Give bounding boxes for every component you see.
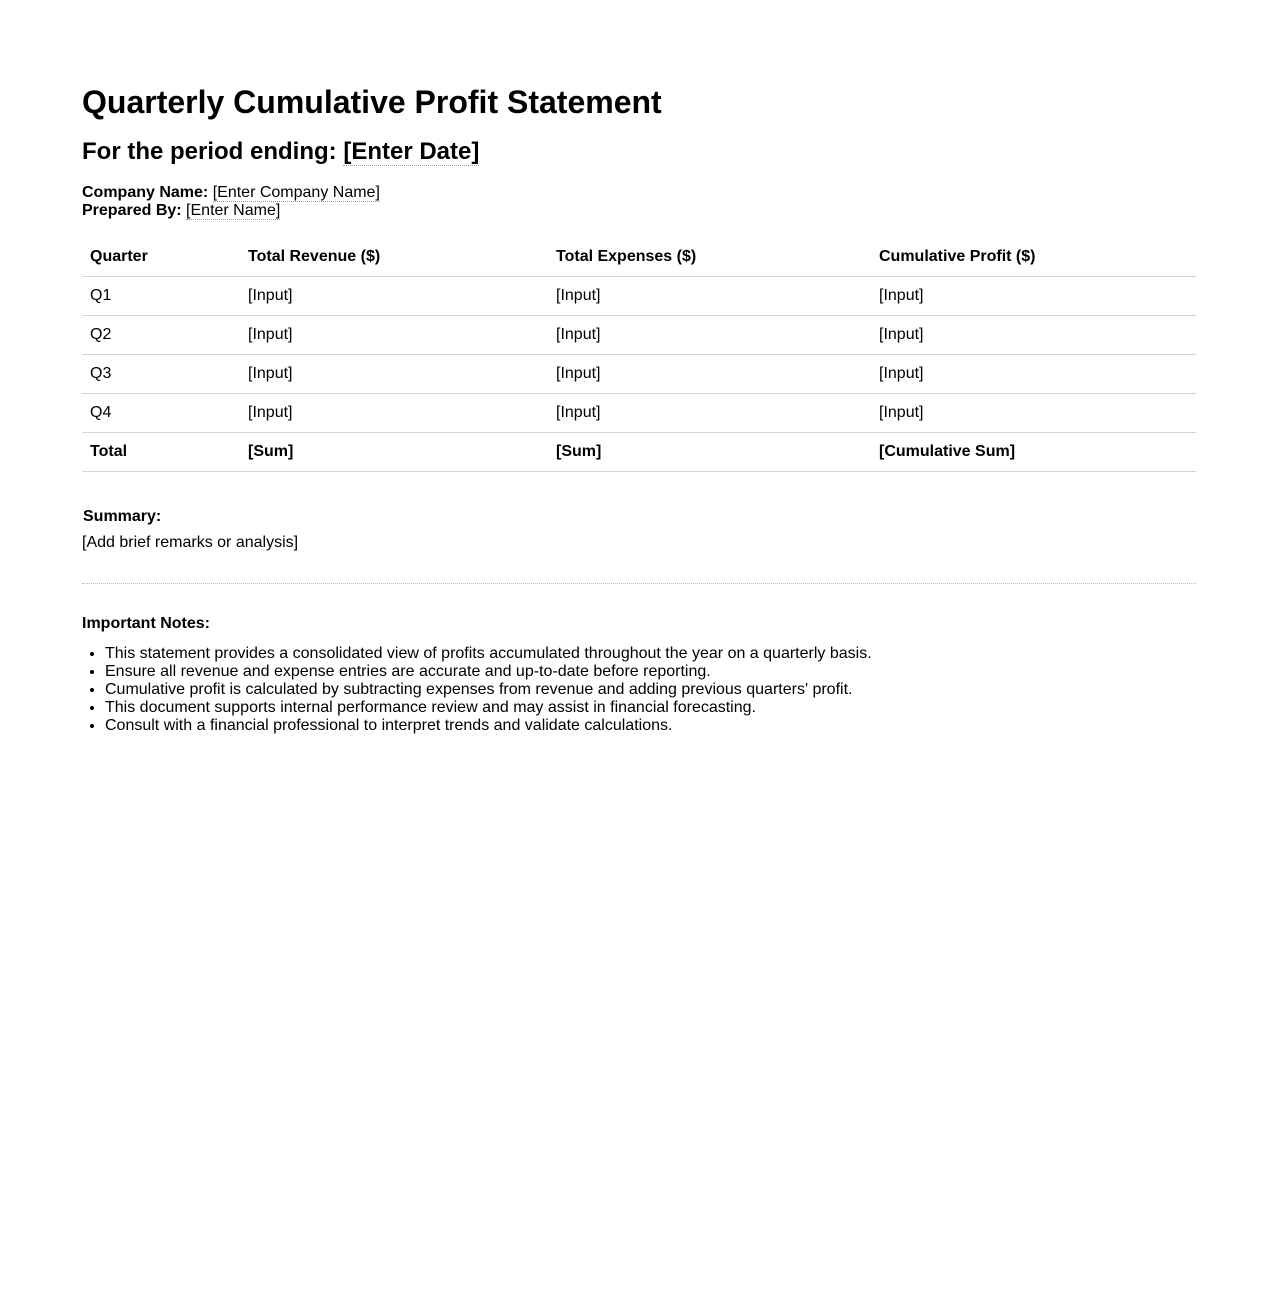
profit-input-cell[interactable]: [Input] (871, 355, 1196, 394)
expenses-input-cell[interactable]: [Input] (548, 355, 871, 394)
total-expenses-cell: [Sum] (548, 433, 871, 472)
quarter-cell: Q1 (82, 277, 240, 316)
section-divider (82, 583, 1196, 584)
expenses-input-cell[interactable]: [Input] (548, 316, 871, 355)
period-label: For the period ending: (82, 138, 344, 165)
list-item: • This statement provides a consolidated view of profits accumulated throughout the year on a quarterly basis. (105, 645, 1195, 663)
summary-field[interactable]: [Add brief remarks or analysis] (82, 534, 299, 551)
company-name-row (82, 184, 380, 202)
header-cumulative-profit: Cumulative Profit ($) (871, 238, 1196, 277)
period-heading (82, 137, 479, 167)
prepared-by-field[interactable]: [Enter Name] (186, 202, 281, 219)
list-item: • Cumulative profit is calculated by subtracting expenses from revenue and adding previous quarters' profit. (105, 681, 1195, 699)
table-row (82, 394, 1196, 433)
header-quarter: Quarter (82, 238, 240, 277)
profit-input-cell[interactable]: [Input] (871, 394, 1196, 433)
table-row (82, 355, 1196, 394)
revenue-input-cell[interactable]: [Input] (240, 394, 548, 433)
quarter-cell: Q2 (82, 316, 240, 355)
list-item: • This document supports internal performance review and may assist in financial forecasting. (105, 699, 1195, 717)
company-name-field[interactable]: [Enter Company Name] (212, 184, 380, 201)
revenue-input-cell[interactable]: [Input] (240, 316, 548, 355)
revenue-input-cell[interactable]: [Input] (240, 355, 548, 394)
total-revenue-cell: [Sum] (240, 433, 548, 472)
quarter-cell: Q4 (82, 394, 240, 433)
table-row (82, 316, 1196, 355)
list-item: • Ensure all revenue and expense entries are accurate and up-to-date before reporting. (105, 663, 1195, 681)
expenses-input-cell[interactable]: [Input] (548, 394, 871, 433)
notes-list (82, 645, 1195, 735)
period-date-field[interactable]: [Enter Date] (343, 138, 480, 165)
company-name-label: Company Name: (82, 184, 209, 201)
table-header-row (82, 238, 1196, 277)
profit-input-cell[interactable]: [Input] (871, 277, 1196, 316)
total-cumulative-cell: [Cumulative Sum] (871, 433, 1196, 472)
expenses-input-cell[interactable]: [Input] (548, 277, 871, 316)
document-meta (82, 184, 380, 220)
total-row (82, 433, 1196, 472)
header-total-expenses: Total Expenses ($) (548, 238, 871, 277)
profit-input-cell[interactable]: [Input] (871, 316, 1196, 355)
quarter-cell: Q3 (82, 355, 240, 394)
table-row (82, 277, 1196, 316)
notes-heading: Important Notes: (82, 615, 210, 632)
prepared-by-row (82, 202, 380, 220)
revenue-input-cell[interactable]: [Input] (240, 277, 548, 316)
list-item: • Consult with a financial professional to interpret trends and validate calculations. (105, 717, 1195, 735)
total-label-cell: Total (82, 433, 240, 472)
summary-label: Summary: (83, 508, 162, 525)
header-total-revenue: Total Revenue ($) (240, 238, 548, 277)
prepared-by-label: Prepared By: (82, 202, 182, 219)
page-title: Quarterly Cumulative Profit Statement (82, 84, 662, 120)
profit-table (82, 238, 1196, 472)
